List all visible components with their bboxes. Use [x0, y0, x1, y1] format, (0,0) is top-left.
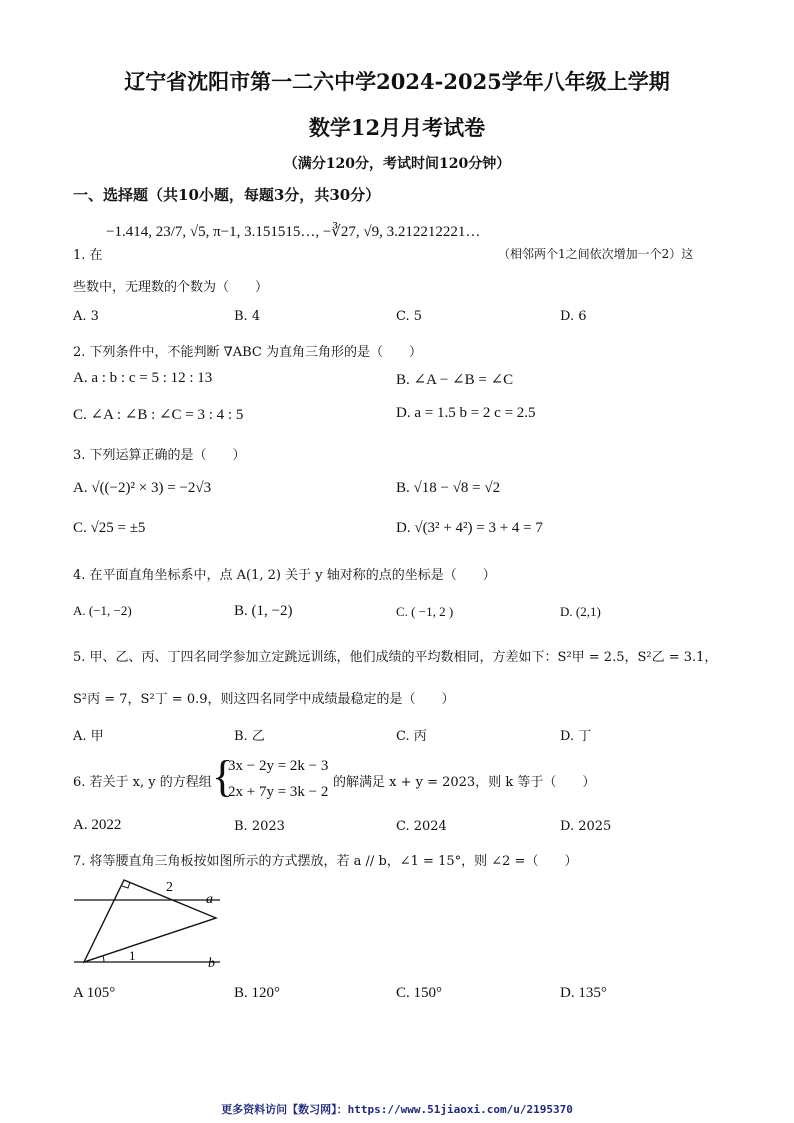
q5-option-a[interactable]: A. 甲	[73, 729, 104, 744]
q1-option-d[interactable]: D. 6	[560, 309, 587, 324]
q2-option-b[interactable]: B. ∠A − ∠B = ∠C	[396, 372, 514, 388]
q7-option-b[interactable]: B. 120°	[234, 985, 281, 1001]
q4-option-d[interactable]: D. (2,1)	[560, 604, 601, 619]
exam-note: （满分120分，考试时间120分钟）	[283, 156, 511, 172]
label-a: a	[206, 892, 213, 907]
angle-1-arc	[103, 956, 104, 962]
q7-option-c[interactable]: C. 150°	[396, 985, 443, 1001]
q7-option-a[interactable]: A 105°	[73, 985, 116, 1001]
triangle-ruler	[84, 880, 216, 962]
q2-option-c[interactable]: C. ∠A : ∠B : ∠C = 3 : 4 : 5	[73, 407, 244, 423]
q1-option-a[interactable]: A. 3	[73, 309, 99, 324]
footer-link[interactable]: 更多资料访问【数习网】：https://www.51jiaoxi.com/u/2195370	[221, 1103, 573, 1116]
q6-option-a[interactable]: A. 2022	[73, 817, 122, 833]
q6-equation-1: 3x − 2y = 2k − 3	[228, 758, 329, 774]
q7-figure	[70, 872, 240, 974]
q3-stem: 3. 下列运算正确的是（ ）	[73, 448, 246, 463]
q7-option-d[interactable]: D. 135°	[560, 985, 607, 1001]
q1-option-b[interactable]: B. 4	[234, 309, 261, 324]
q5-stem-line2: S²丙 = 7，S²丁 = 0.9，则这四名同学中成绩最稳定的是（ ）	[73, 692, 455, 707]
q7-stem: 7. 将等腰直角三角板按如图所示的方式摆放，若 a // b，∠1 = 15°，则 ∠2 =（ ）	[73, 854, 578, 869]
q3-option-a[interactable]: A. √((−2)² × 3) = −2√3	[73, 480, 212, 496]
q1-note: （相邻两个1之间依次增加一个2）这	[498, 247, 694, 261]
section-heading: 一、选择题（共10小题，每题3分，共30分）	[73, 186, 381, 204]
q4-option-a[interactable]: A. (−1, −2)	[73, 603, 132, 618]
q3-option-d[interactable]: D. √(3² + 4²) = 3 + 4 = 7	[396, 520, 543, 536]
q1-number-series: −1.414, 23/7, √5, π−1, 3.151515…, −∛27, √9, 3.212212221…	[106, 224, 481, 240]
q6-option-c[interactable]: C. 2024	[396, 819, 447, 834]
q2-stem: 2. 下列条件中，不能判断 ∇ABC 为直角三角形的是（ ）	[73, 345, 423, 360]
q5-option-d[interactable]: D. 丁	[560, 729, 592, 744]
q2-option-a[interactable]: A. a : b : c = 5 : 12 : 13	[73, 370, 213, 386]
q5-option-c[interactable]: C. 丙	[396, 729, 427, 744]
q3-option-c[interactable]: C. √25 = ±5	[73, 520, 146, 536]
label-angle-2: 2	[166, 880, 173, 895]
q6-stem-post: 的解满足 x + y = 2023，则 k 等于（ ）	[333, 775, 596, 790]
q4-stem: 4. 在平面直角坐标系中，点 A(1, 2) 关于 y 轴对称的点的坐标是（ ）	[73, 568, 496, 583]
q6-equation-2: 2x + 7y = 3k − 2	[228, 784, 329, 800]
q6-option-d[interactable]: D. 2025	[560, 819, 612, 834]
q3-option-b[interactable]: B. √18 − √8 = √2	[396, 480, 501, 496]
q4-option-c[interactable]: C. ( −1, 2 )	[396, 604, 454, 619]
q2-option-d[interactable]: D. a = 1.5 b = 2 c = 2.5	[396, 405, 536, 421]
q1-line2: 些数中，无理数的个数为（ ）	[73, 280, 269, 295]
q4-option-b[interactable]: B. (1, −2)	[234, 603, 293, 619]
q6-stem-pre: 6. 若关于 x, y 的方程组	[73, 775, 212, 790]
q5-option-b[interactable]: B. 乙	[234, 729, 265, 744]
label-angle-1: 1	[129, 948, 136, 963]
q6-option-b[interactable]: B. 2023	[234, 819, 285, 834]
exam-title-line2: 数学12月月考试卷	[308, 115, 486, 140]
q1-number: 1. 在	[73, 248, 103, 263]
q5-stem-line1: 5. 甲、乙、丙、丁四名同学参加立定跳远训练，他们成绩的平均数相同，方差如下：S²甲 = 2.5，S²乙 = 3.1，	[73, 650, 718, 665]
q6-system-brace: {	[212, 752, 234, 801]
label-b: b	[208, 956, 215, 971]
q1-option-c[interactable]: C. 5	[396, 309, 423, 324]
exam-title-line1: 辽宁省沈阳市第一二六中学2024-2025学年八年级上学期	[124, 69, 670, 94]
